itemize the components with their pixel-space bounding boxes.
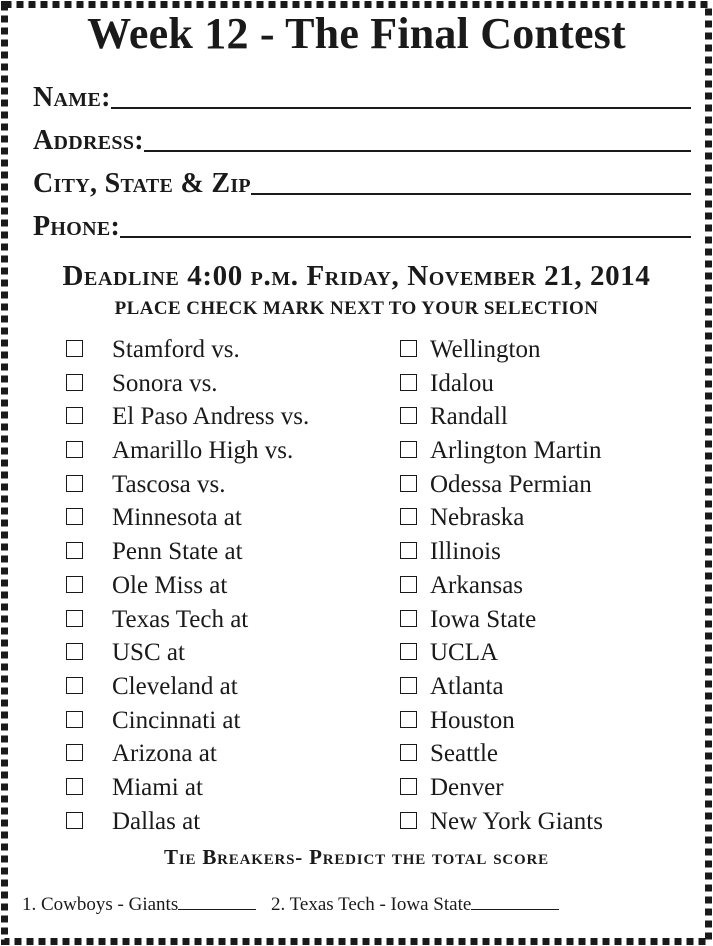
game-row bbox=[0, 468, 713, 502]
right-team-label: Arlington Martin bbox=[430, 437, 602, 465]
left-team-label: Dallas at bbox=[112, 807, 201, 835]
left-team-label: Texas Tech at bbox=[112, 605, 249, 633]
name-label: Name: bbox=[33, 82, 111, 113]
game-row bbox=[0, 670, 713, 704]
phone-label: Phone: bbox=[33, 211, 121, 242]
game-row bbox=[0, 569, 713, 603]
checkbox-left-team[interactable] bbox=[66, 340, 83, 357]
checkbox-right-team[interactable] bbox=[400, 610, 417, 627]
left-team-label: Cincinnati at bbox=[112, 706, 241, 734]
left-team-label: Miami at bbox=[112, 773, 203, 801]
checkbox-left-team[interactable] bbox=[66, 542, 83, 559]
tiebreaker-score-blank[interactable] bbox=[178, 893, 256, 910]
name-field[interactable] bbox=[33, 84, 691, 112]
checkbox-right-team[interactable] bbox=[400, 475, 417, 492]
checkbox-right-team[interactable] bbox=[400, 812, 417, 829]
checkbox-right-team[interactable] bbox=[400, 643, 417, 660]
checkbox-left-team[interactable] bbox=[66, 744, 83, 761]
games-list bbox=[0, 333, 713, 838]
checkbox-left-team[interactable] bbox=[66, 508, 83, 525]
city-state-zip-input-line[interactable] bbox=[251, 192, 691, 195]
left-team-label: El Paso Andress vs. bbox=[112, 403, 310, 431]
checkbox-left-team[interactable] bbox=[66, 812, 83, 829]
game-row bbox=[0, 333, 713, 367]
checkbox-left-team[interactable] bbox=[66, 711, 83, 728]
game-row bbox=[0, 704, 713, 738]
right-team-label: Seattle bbox=[430, 740, 499, 768]
checkbox-right-team[interactable] bbox=[400, 542, 417, 559]
checkbox-right-team[interactable] bbox=[400, 778, 417, 795]
address-input-line[interactable] bbox=[144, 149, 691, 152]
checkbox-left-team[interactable] bbox=[66, 610, 83, 627]
left-team-label: Arizona at bbox=[112, 740, 217, 768]
left-team-label: Tascosa vs. bbox=[112, 470, 226, 498]
checkbox-left-team[interactable] bbox=[66, 778, 83, 795]
left-team-label: Minnesota at bbox=[112, 504, 242, 532]
tiebreaker-label: 2. Texas Tech - Iowa State bbox=[270, 894, 472, 915]
checkbox-left-team[interactable] bbox=[66, 475, 83, 492]
checkbox-left-team[interactable] bbox=[66, 407, 83, 424]
left-team-label: Amarillo High vs. bbox=[112, 437, 294, 465]
checkbox-left-team[interactable] bbox=[66, 441, 83, 458]
right-team-label: Randall bbox=[430, 403, 508, 431]
game-row bbox=[0, 737, 713, 771]
tiebreaker-item bbox=[22, 893, 256, 914]
phone-field[interactable] bbox=[33, 213, 691, 241]
game-row bbox=[0, 501, 713, 535]
right-team-label: Wellington bbox=[430, 336, 541, 363]
left-team-label: Cleveland at bbox=[112, 672, 238, 700]
checkbox-right-team[interactable] bbox=[400, 407, 417, 424]
checkbox-right-team[interactable] bbox=[400, 340, 417, 357]
tiebreaker-label: 1. Cowboys - Giants bbox=[22, 894, 179, 915]
right-team-label: Idalou bbox=[430, 369, 494, 397]
right-team-label: Iowa State bbox=[430, 605, 537, 633]
left-team-label: USC at bbox=[112, 639, 185, 667]
tiebreaker-heading: Tie Breakers- Predict the total score bbox=[164, 845, 549, 869]
city-state-zip-field[interactable] bbox=[33, 170, 691, 198]
address-field[interactable] bbox=[33, 127, 691, 155]
deadline-heading: Deadline 4:00 p.m. Friday, November 21, 2014 bbox=[62, 260, 651, 292]
right-team-label: Atlanta bbox=[430, 672, 504, 700]
name-input-line[interactable] bbox=[111, 106, 691, 109]
checkbox-left-team[interactable] bbox=[66, 643, 83, 660]
game-row bbox=[0, 636, 713, 670]
tiebreaker-list bbox=[22, 893, 569, 914]
right-team-label: UCLA bbox=[430, 639, 499, 667]
right-team-label: Nebraska bbox=[430, 504, 525, 532]
right-team-label: Denver bbox=[430, 773, 504, 801]
game-row bbox=[0, 367, 713, 401]
contest-title: Week 12 - The Final Contest bbox=[87, 9, 626, 58]
tiebreaker-score-blank[interactable] bbox=[471, 893, 559, 910]
checkbox-left-team[interactable] bbox=[66, 576, 83, 593]
right-team-label: Illinois bbox=[430, 538, 501, 566]
checkbox-right-team[interactable] bbox=[400, 374, 417, 391]
address-label: Address: bbox=[33, 125, 144, 156]
right-team-label: New York Giants bbox=[430, 807, 603, 835]
city-state-zip-label: City, State & Zip bbox=[33, 168, 251, 199]
checkbox-right-team[interactable] bbox=[400, 744, 417, 761]
checkbox-right-team[interactable] bbox=[400, 576, 417, 593]
left-team-label: Sonora vs. bbox=[112, 369, 218, 397]
game-row bbox=[0, 400, 713, 434]
checkbox-left-team[interactable] bbox=[66, 374, 83, 391]
right-team-label: Arkansas bbox=[430, 571, 524, 599]
game-row bbox=[0, 771, 713, 805]
game-row bbox=[0, 603, 713, 637]
game-row bbox=[0, 434, 713, 468]
checkbox-right-team[interactable] bbox=[400, 711, 417, 728]
game-row bbox=[0, 535, 713, 569]
left-team-label: Stamford vs. bbox=[112, 336, 240, 363]
checkbox-right-team[interactable] bbox=[400, 441, 417, 458]
left-team-label: Penn State at bbox=[112, 538, 243, 566]
selection-instruction: PLACE CHECK MARK NEXT TO YOUR SELECTION bbox=[114, 298, 599, 319]
phone-input-line[interactable] bbox=[120, 235, 691, 238]
tiebreaker-item bbox=[271, 893, 559, 914]
left-team-label: Ole Miss at bbox=[112, 571, 228, 599]
game-row bbox=[0, 805, 713, 839]
checkbox-right-team[interactable] bbox=[400, 508, 417, 525]
right-team-label: Houston bbox=[430, 706, 515, 734]
checkbox-left-team[interactable] bbox=[66, 677, 83, 694]
checkbox-right-team[interactable] bbox=[400, 677, 417, 694]
right-team-label: Odessa Permian bbox=[430, 470, 592, 498]
